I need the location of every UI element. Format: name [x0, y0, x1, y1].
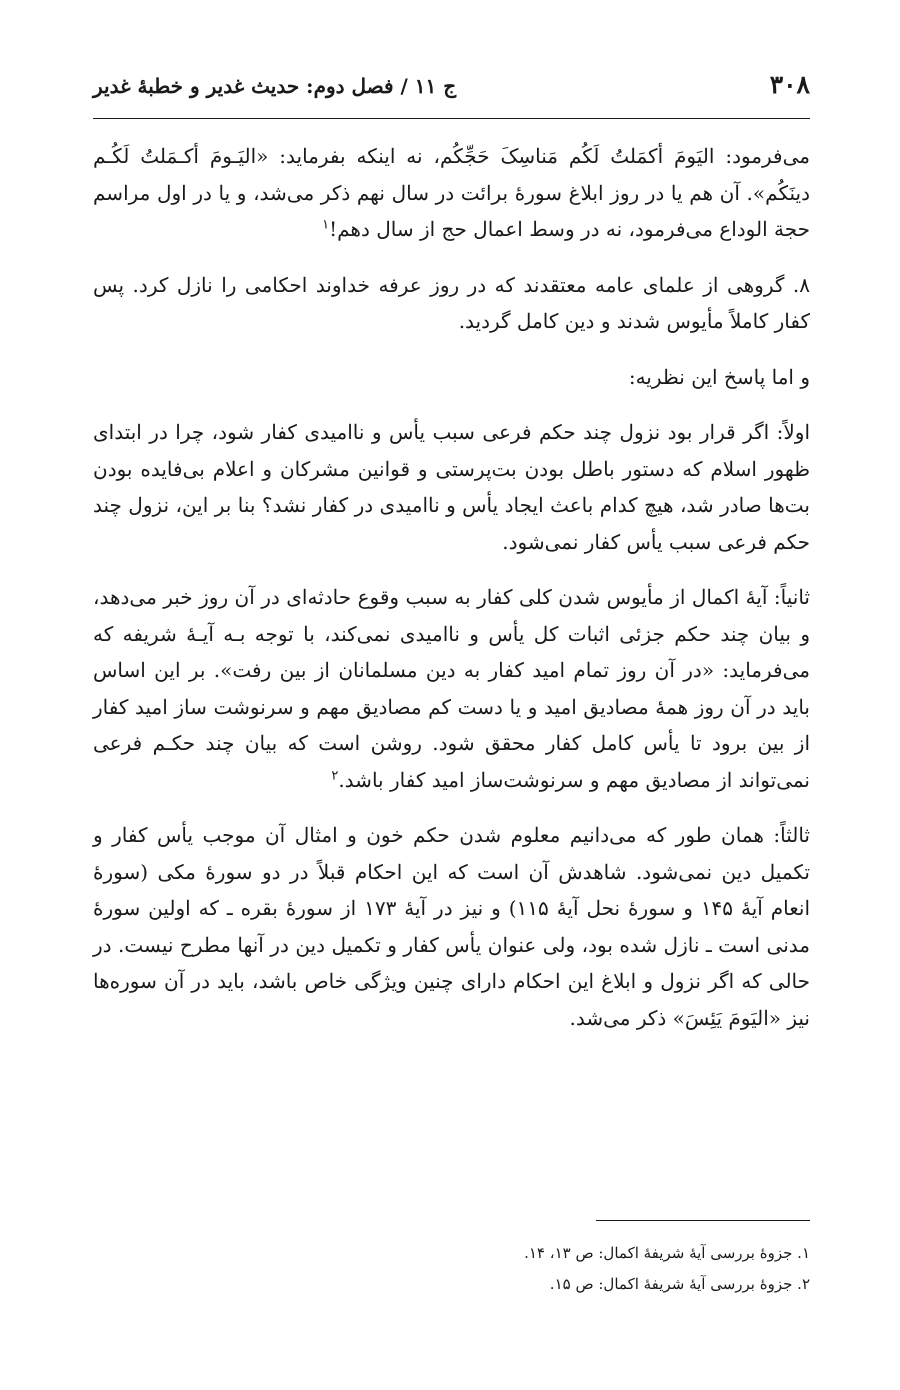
- footnotes: [93, 1238, 810, 1300]
- footnote-2: ۲. جزوهٔ بررسی آیهٔ شریفهٔ اکمال: ص ۱۵.: [549, 1275, 810, 1293]
- paragraph-text: می‌فرمود: الیَومَ أکمَلتُ لَکُم مَناسِکَ حَجِّکُم، نه اینکه بفرماید: «الیَـومَ أکـمَلتُ لَکُـم دینَکُم». آن هم یا در روز ابلاغ سورهٔ برائت در سال نهم ذکر می‌شد، و یا در اول مراسم حجة الوداع می‌فرمود، نه در وسط اعمال حج از سال دهم!: [93, 144, 810, 241]
- page-number: ۳۰۸: [769, 70, 810, 99]
- footnote-divider: [596, 1220, 810, 1221]
- paragraph-text: اولاً: اگر قرار بود نزول چند حکم فرعی سبب یأس و ناامیدی کفار شود، چرا در ابتدای ظهور اسلام که دستور باطل بودن بت‌پرستی و قوانین مشرکان و اعلام بی‌فایده بودن بت‌ها صادر شد، هیچ کدام باعث ایجاد یأس و ناامیدی در کفار نشد؟ بنا بر این، نزول چند حکم فرعی سبب یأس کفار نمی‌شود.: [93, 420, 810, 554]
- footnote-ref-1[interactable]: ۱: [322, 217, 330, 233]
- paragraph-6: [93, 817, 810, 1036]
- paragraph-text: ۸. گروهی از علمای عامه معتقدند که در روز عرفه خداوند احکامی را نازل کرد. پس کفار کاملاً مأیوس شدند و دین کامل گردید.: [93, 272, 810, 333]
- footnote-1: ۱. جزوهٔ بررسی آیهٔ شریفهٔ اکمال: ص ۱۳، ۱۴.: [524, 1244, 810, 1262]
- paragraph-4: [93, 414, 810, 560]
- header-divider: [93, 118, 810, 119]
- paragraph-text: و اما پاسخ این نظریه:: [628, 364, 810, 389]
- footnote-ref-2[interactable]: ۲: [331, 767, 339, 783]
- paragraph-5: [93, 579, 810, 798]
- paragraph-1: [93, 138, 810, 248]
- paragraph-2: [93, 267, 810, 340]
- page-header: [93, 70, 810, 112]
- paragraph-3: [93, 359, 810, 396]
- running-head: ج ۱۱ / فصل دوم: حدیث غدیر و خطبهٔ غدیر: [93, 74, 457, 98]
- paragraph-text: ثانیاً: آیهٔ اکمال از مأیوس شدن کلی کفار به سبب وقوع حادثه‌ای در آن روز خبر می‌دهد، و بیان چند حکم جزئی اثبات کل یأس و ناامیدی نمی‌کند، با توجه بـه آیـهٔ شریفه که می‌فرماید: «در آن روز تمام امید کفار به دین مسلمانان از بین رفت». بر این اساس باید در آن روز همهٔ مصادیق امید و یا دست کم مصادیق مهم و سرنوشت ساز امید کفار از بین برود تا یأس کامل کفار محقق شود. روشن است که بیان چند حکـم فرعی نمی‌تواند از مصادیق مهم و سرنوشت‌ساز امید کفار باشد.: [93, 585, 810, 792]
- main-text: [93, 138, 810, 1055]
- paragraph-text: ثالثاً: همان طور که می‌دانیم معلوم شدن حکم خون و امثال آن موجب یأس کفار و تکمیل دین نمی‌شود. شاهدش آن است که این احکام قبلاً در دو سورهٔ مکی (سورهٔ انعام آیهٔ ۱۴۵ و سورهٔ نحل آیهٔ ۱۱۵) و نیز در آیهٔ ۱۷۳ از سورهٔ بقره ـ که اولین سورهٔ مدنی است ـ نازل شده بود، ولی عنوان یأس کفار و تکمیل دین در آنها مطرح نیست. در حالی که اگر نزول و ابلاغ این احکام دارای چنین ویژگی خاص باشد، باید در آن سوره‌ها نیز «الیَومَ یَئِسَ» ذکر می‌شد.: [93, 823, 811, 1030]
